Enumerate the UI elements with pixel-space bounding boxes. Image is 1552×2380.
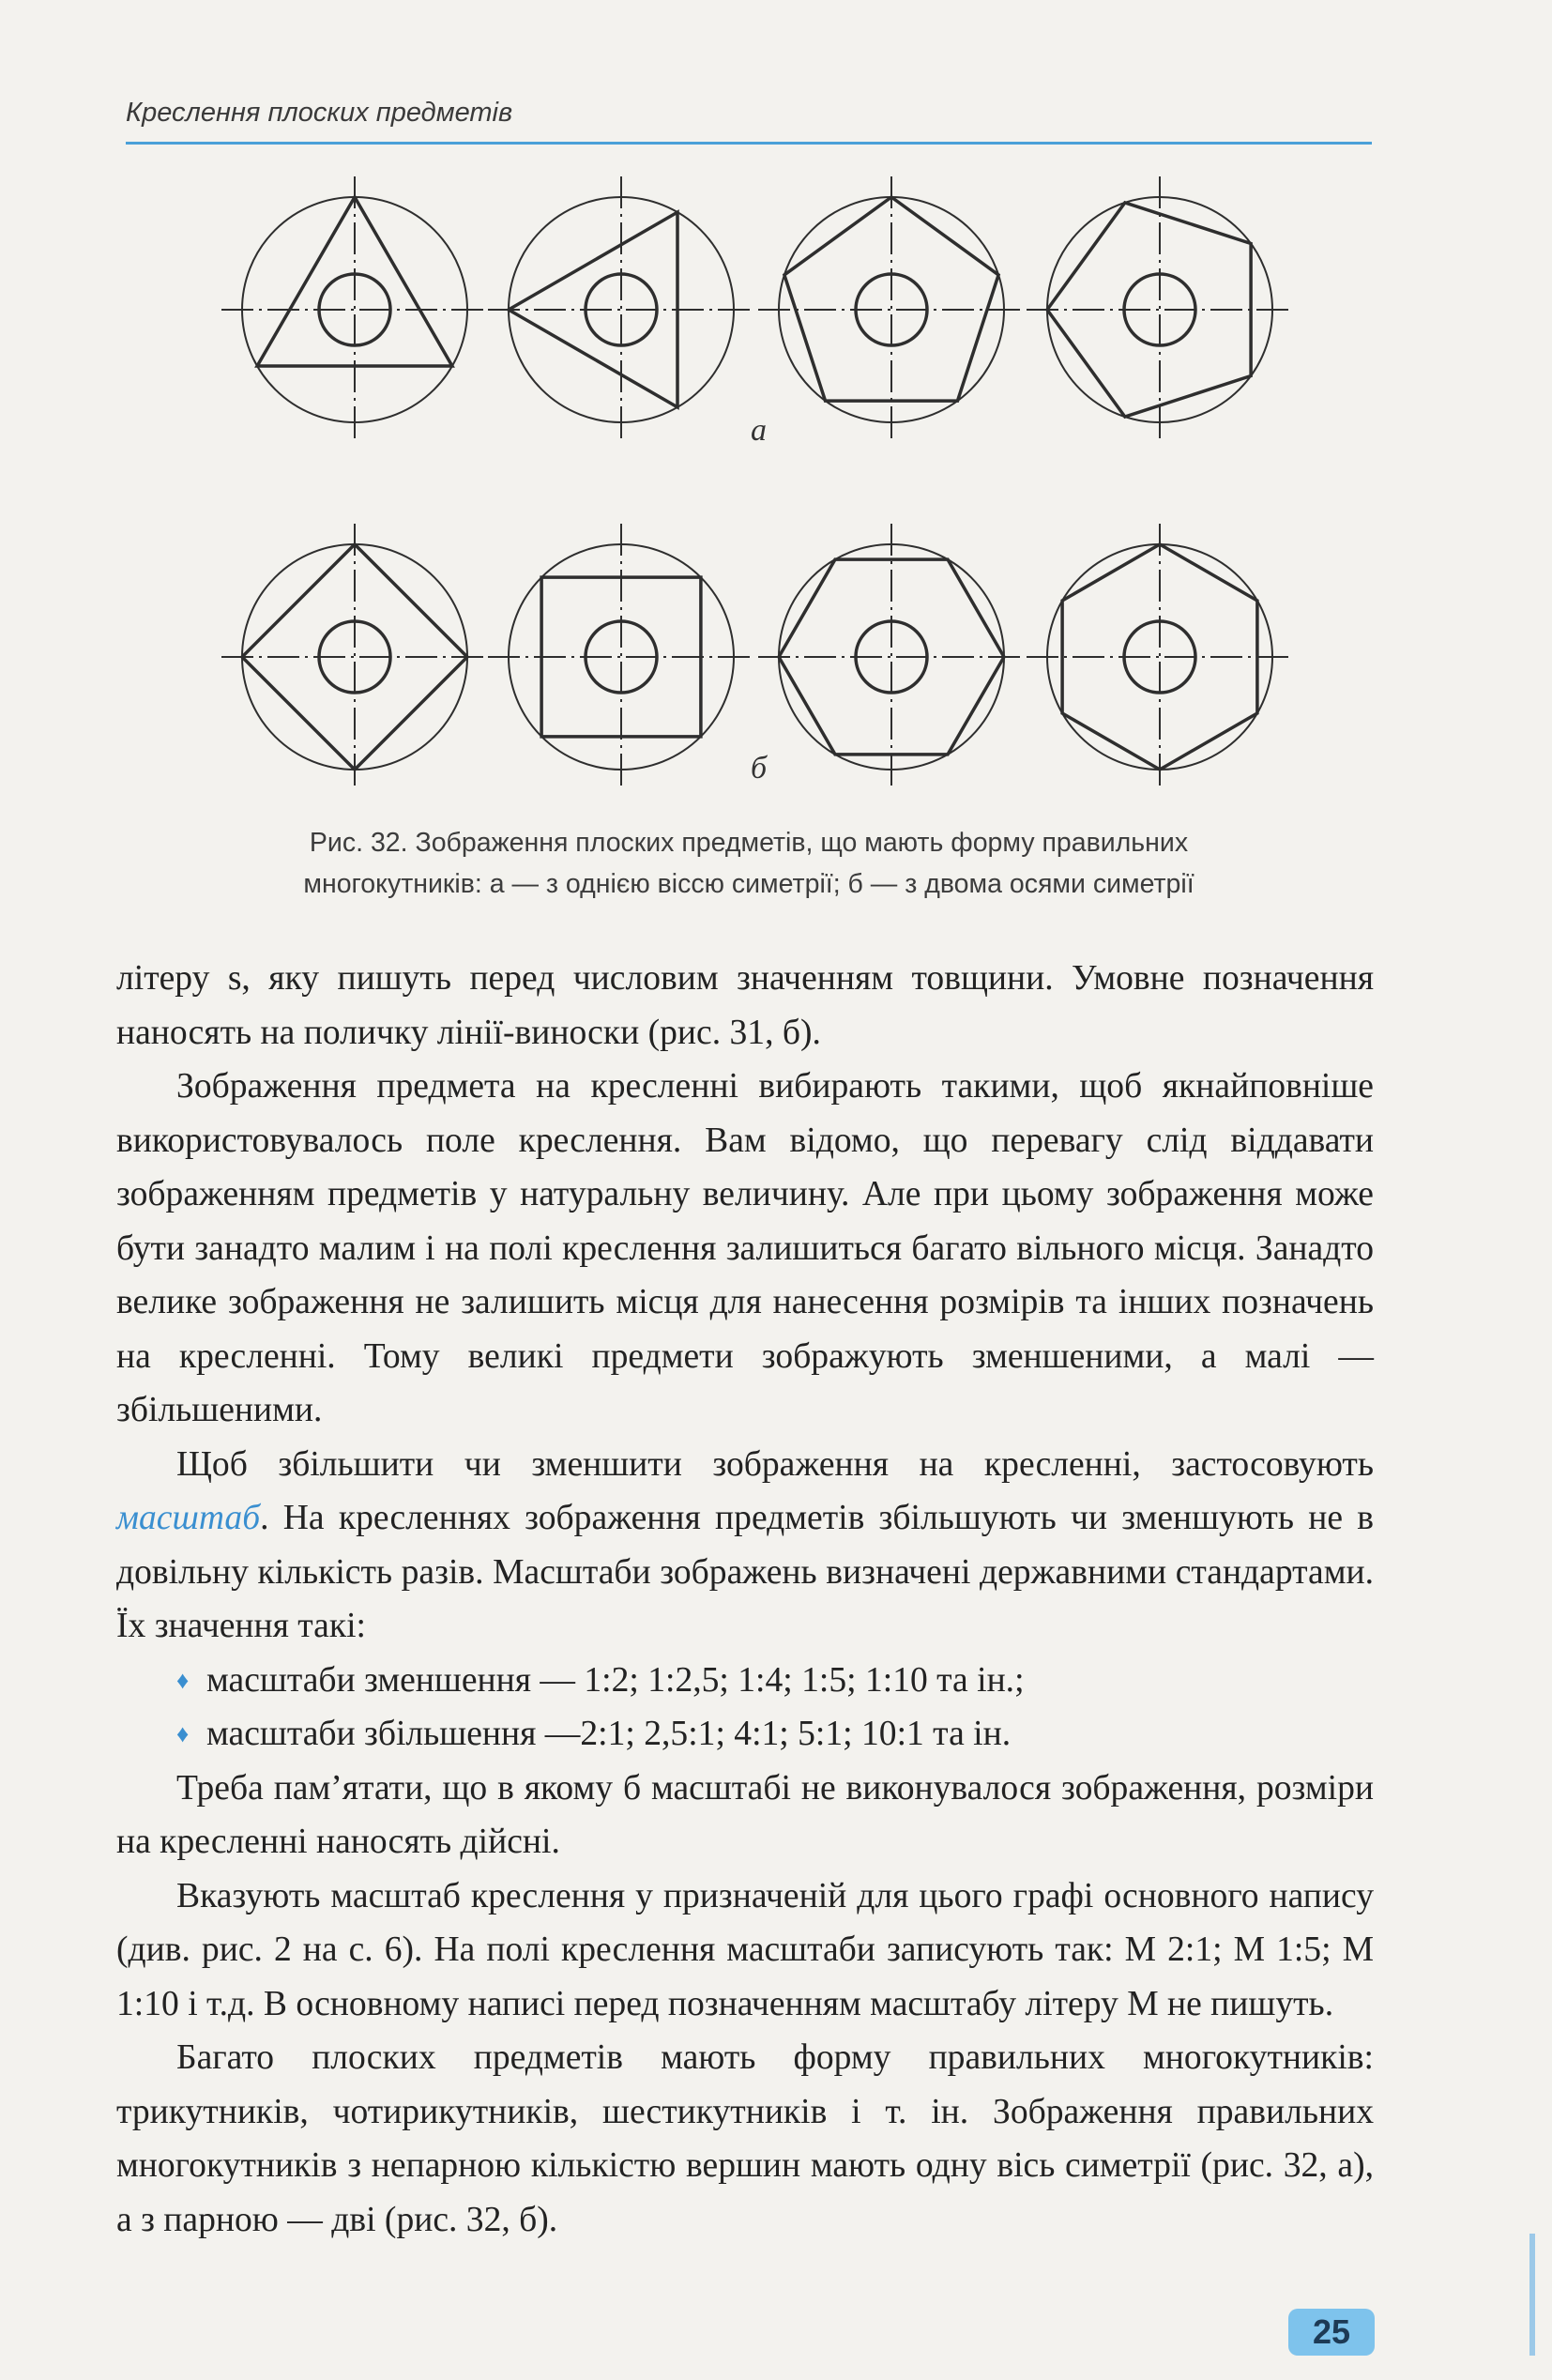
paragraph-6: Багато плоских предметів мають форму правильних многокутників: трикутників, чотирикутників, шестикутників і т. ін. Зображення правильних многокутників з непарною кількістю вершин мають одну вісь симетрії (рис. 32, а), а з парною — дві (рис. 32, б). — [116, 2038, 1374, 2239]
page-number: 25 — [1288, 2309, 1375, 2356]
running-title: Креслення плоских предметів — [126, 98, 513, 128]
term-scale: масштаб — [116, 1499, 261, 1537]
paragraph-4: Треба пам’ятати, що в якому б масштабі не виконувалося зображення, розміри на кресленні наносять дійсні. — [116, 1768, 1374, 1861]
paragraph-5: Вказують масштаб креслення у призначеній для цього графі основного напису (див. рис. 2 на с. 6). На полі креслення масштаби записують так: М 2:1; М 1:5; М 1:10 і т.д. В основному написі перед позначенням масштабу літеру М не пишуть. — [116, 1876, 1374, 2023]
paragraph-1: літеру s, яку пишуть перед числовим значенням товщини. Умовне позначення наносять на поличку лінії-виноски (рис. 31, б). — [116, 959, 1374, 1052]
figure-caption — [126, 822, 1372, 905]
figure-label-b: б — [751, 751, 768, 786]
figure-32-polygons — [0, 0, 1552, 816]
bullet-item-enlargement — [116, 1707, 1374, 1762]
caption-line-2: многокутників: а — з однією віссю симетрії; б — з двома осями симетрії — [303, 869, 1194, 899]
bullet-text: масштаби зменшення — 1:2; 1:2,5; 1:4; 1:5; 1:10 та ін.; — [206, 1660, 1025, 1700]
bullet-text: масштаби збільшення —2:1; 2,5:1; 4:1; 5:1; 10:1 та ін. — [206, 1715, 1012, 1753]
paragraph-3-end: . На кресленнях зображення предметів збільшують чи зменшують не в довільну кількість разів. Масштаби зображень визначені державними стандартами. Їх значення такі: — [116, 1499, 1374, 1645]
paragraph-3 — [116, 1438, 1374, 1654]
paragraph-3-start: Щоб збільшити чи зменшити зображення на кресленні, застосовують — [176, 1444, 1374, 1484]
figure-label-a: а — [751, 413, 767, 448]
page-edge-marker — [1529, 2234, 1535, 2356]
bullet-item-reduction — [116, 1654, 1374, 1708]
bullet-icon: ♦ — [176, 1666, 190, 1694]
caption-line-1: Рис. 32. Зображення плоских предметів, що мають форму правильних — [309, 828, 1189, 858]
paragraph-2: Зображення предмета на кресленні вибирають такими, щоб якнайповніше використовувалось поле креслення. Вам відомо, що перевагу слід віддавати зображенням предметів у натуральну величину. Але при цьому зображення може бути занадто малим і на полі креслення залишиться багато вільного місця. Занадто велике зображення не залишить місця для нанесення розмірів та інших позначень на кресленні. Тому великі предмети зображують зменшеними, а малі — збільшеними. — [116, 1067, 1374, 1429]
bullet-icon: ♦ — [176, 1720, 190, 1747]
body-text — [116, 952, 1374, 2247]
